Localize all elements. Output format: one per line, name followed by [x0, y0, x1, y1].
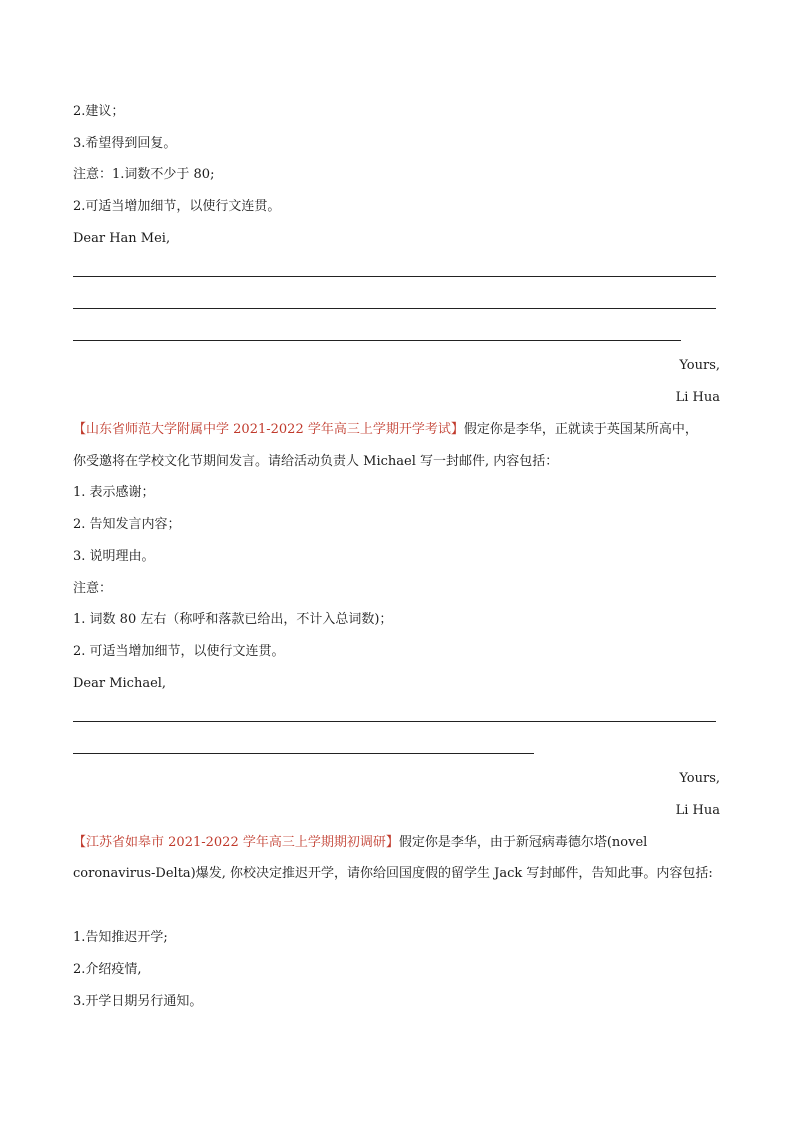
s2-closing: Yours,	[679, 771, 720, 786]
s2-note-1: 1. 词数 80 左右（称呼和落款已给出，不计入总词数)；	[73, 612, 393, 627]
s3-item-3: 3.开学日期另行通知。	[73, 994, 203, 1009]
s1-answer-line-3	[73, 340, 681, 341]
s2-greeting: Dear Michael,	[73, 676, 167, 691]
s2-item-1: 1. 表示感谢；	[73, 485, 155, 500]
s1-signature: Li Hua	[675, 390, 720, 405]
s3-source-open: 【	[73, 835, 87, 850]
s2-prompt-line-2: 你受邀将在学校文化节期间发言。请给活动负责人 Michael 写一封邮件, 内容包括：	[73, 454, 559, 469]
s2-source-close: 】	[450, 422, 464, 437]
s1-note-1: 注意：1.词数不少于 80;	[73, 167, 215, 182]
s1-answer-line-1	[73, 276, 716, 277]
s1-item-3: 3.希望得到回复。	[73, 136, 177, 151]
s2-source: 山东省师范大学附属中学 2021-2022 学年高三上学期开学考试	[86, 422, 451, 437]
s1-closing: Yours,	[679, 358, 720, 373]
s3-prompt-line-1	[73, 834, 647, 852]
s1-note-2: 2.可适当增加细节，以使行文连贯。	[73, 199, 281, 214]
s3-source: 江苏省如皋市 2021-2022 学年高三上学期期初调研	[86, 835, 386, 850]
s2-prompt-text-1: 假定你是李华，正就读于英国某所高中，	[463, 422, 698, 437]
s3-source-close: 】	[385, 835, 399, 850]
s2-answer-line-2	[73, 753, 534, 754]
s2-item-3: 3. 说明理由。	[73, 549, 155, 564]
s2-item-2: 2. 告知发言内容；	[73, 517, 181, 532]
s2-source-open: 【	[73, 422, 87, 437]
s2-note-2: 2. 可适当增加细节，以使行文连贯。	[73, 644, 285, 659]
s3-prompt-text-1: 假定你是李华，由于新冠病毒德尔塔(novel	[398, 835, 648, 850]
s2-note-title: 注意：	[73, 581, 113, 596]
s2-signature: Li Hua	[675, 803, 720, 818]
s3-item-1: 1.告知推迟开学;	[73, 930, 168, 945]
s2-prompt-line-1	[73, 421, 698, 439]
s1-answer-line-2	[73, 308, 716, 309]
s3-prompt-line-2: coronavirus-Delta)爆发, 你校决定推迟开学，请你给回国度假的留学生 Jack 写封邮件，告知此事。内容包括:	[73, 866, 713, 881]
s1-item-2: 2.建议；	[73, 104, 125, 119]
s2-answer-line-1	[73, 721, 716, 722]
s3-item-2: 2.介绍疫情,	[73, 962, 142, 977]
s1-greeting: Dear Han Mei,	[73, 231, 171, 246]
